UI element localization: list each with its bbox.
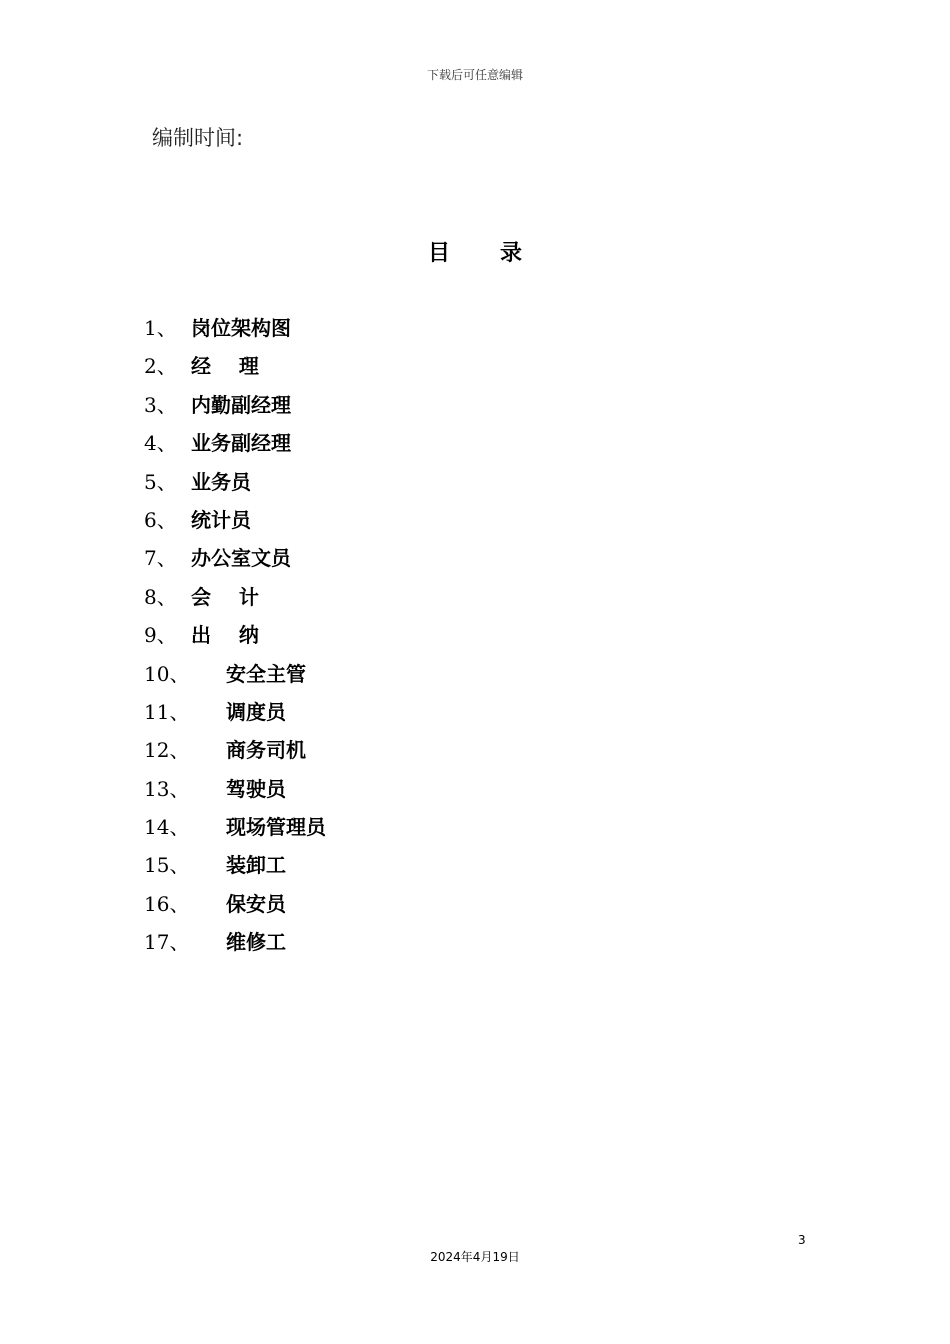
toc-item-label: 现场管理员 — [226, 815, 326, 840]
toc-item-number: 7、 — [144, 546, 177, 571]
toc-item — [144, 539, 326, 577]
toc-item — [144, 655, 326, 693]
toc-item — [144, 578, 326, 616]
toc-item-number: 5、 — [144, 469, 177, 494]
toc-item-number: 10、 — [144, 661, 190, 686]
footer-date: 2024年4月19日 — [430, 1250, 520, 1264]
toc-item-label: 驾驶员 — [226, 776, 286, 801]
header-note: 下载后可任意编辑 — [426, 68, 523, 82]
toc-item-label: 内勤副经理 — [191, 392, 291, 417]
toc-item — [144, 616, 326, 654]
toc-item — [144, 424, 326, 462]
toc-item-number: 17、 — [144, 930, 190, 955]
toc-item-label: 经 理 — [191, 354, 259, 379]
compile-time-label: 编制时间: — [152, 126, 244, 150]
toc-item — [144, 347, 326, 385]
toc-item-number: 9、 — [144, 623, 177, 648]
toc-item-number: 11、 — [144, 699, 190, 724]
toc-item-number: 3、 — [144, 392, 177, 417]
toc-item-label: 商务司机 — [226, 738, 306, 763]
toc-item-label: 维修工 — [226, 930, 286, 955]
toc-item — [144, 693, 326, 731]
toc-item-label: 安全主管 — [226, 661, 306, 686]
toc-item-number: 2、 — [144, 354, 177, 379]
toc-item-number: 13、 — [144, 776, 190, 801]
toc-item — [144, 386, 326, 424]
toc-item-label: 统计员 — [191, 507, 251, 532]
toc-item-number: 1、 — [144, 316, 177, 340]
toc-item-label: 业务员 — [191, 469, 251, 494]
toc-item — [144, 770, 326, 808]
toc-item-number: 16、 — [144, 891, 190, 916]
page-number: 3 — [798, 1233, 806, 1247]
toc-item-label: 岗位架构图 — [191, 316, 291, 340]
toc-item — [144, 731, 326, 769]
toc-item-number: 15、 — [144, 853, 190, 878]
toc-item — [144, 846, 326, 884]
toc-item-number: 14、 — [144, 815, 190, 840]
toc-item-label: 装卸工 — [226, 853, 286, 878]
toc-item — [144, 923, 326, 961]
toc-item-label: 保安员 — [226, 891, 286, 916]
toc-item — [144, 501, 326, 539]
toc-item-label: 业务副经理 — [191, 431, 291, 456]
toc-item-number: 12、 — [144, 738, 190, 763]
toc-item-number: 8、 — [144, 584, 177, 609]
toc-item-number: 6、 — [144, 507, 177, 532]
toc-item — [144, 885, 326, 923]
toc-item-label: 出 纳 — [191, 623, 259, 648]
toc-item-number: 4、 — [144, 431, 177, 456]
toc-item — [144, 309, 326, 347]
toc-item — [144, 808, 326, 846]
toc-item-label: 调度员 — [226, 699, 286, 724]
toc-item — [144, 463, 326, 501]
toc-list — [144, 309, 326, 962]
toc-item-label: 办公室文员 — [191, 546, 291, 571]
toc-item-label: 会 计 — [191, 584, 259, 609]
toc-title: 目录 — [427, 240, 572, 266]
